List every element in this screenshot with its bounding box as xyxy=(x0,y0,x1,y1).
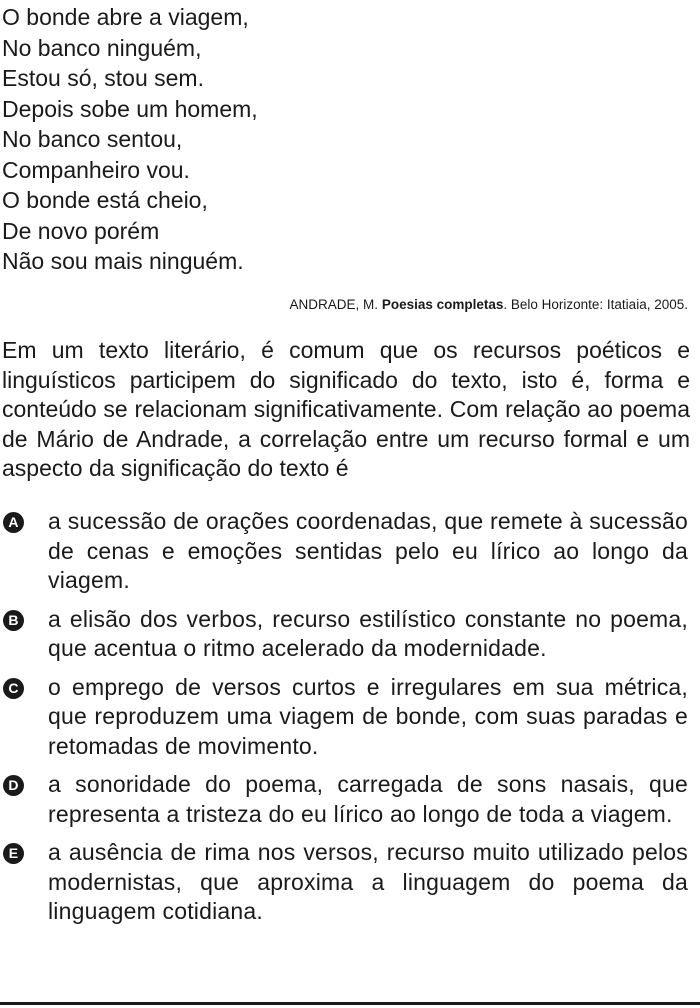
option-a-text: a sucessão de orações coordenadas, que remete à sucessão de cenas e emoções sentidas pelo eu lírico ao longo da viagem. xyxy=(48,508,688,593)
poem-line: Depois sobe um homem, xyxy=(2,95,258,122)
option-d-letter-icon: D xyxy=(3,775,24,796)
answer-options xyxy=(0,507,700,936)
option-a[interactable] xyxy=(0,507,688,596)
option-e-letter-icon: E xyxy=(3,843,24,864)
option-b[interactable] xyxy=(0,605,688,664)
option-b-letter-icon: B xyxy=(3,610,24,631)
option-d-text: a sonoridade do poema, carregada de sons nasais, que representa a tristeza do eu lírico ao longo de toda a viagem. xyxy=(48,771,688,827)
citation-title: Poesias completas xyxy=(381,297,504,312)
option-c[interactable] xyxy=(0,673,688,762)
option-b-text: a elisão dos verbos, recurso estilístico constante no poema, que acentua o ritmo acelerado da modernidade. xyxy=(48,605,688,661)
option-c-text: o emprego de versos curtos e irregulares em sua métrica, que reproduzem uma viagem de bonde, com suas paradas e retomadas de movimento. xyxy=(48,673,688,759)
poem-line: No banco ninguém, xyxy=(2,34,202,61)
poem-line: De novo porém xyxy=(2,217,160,244)
poem-line: O bonde está cheio, xyxy=(2,187,208,213)
poem-line: Estou só, stou sem. xyxy=(2,65,204,91)
poem xyxy=(2,2,258,277)
source-citation xyxy=(290,296,688,314)
option-e-text: a ausência de rima nos versos, recurso muito utilizado pelos modernistas, que aproxima a linguagem do poema da linguagem cotidiana. xyxy=(48,839,688,924)
citation-publication: . Belo Horizonte: Itatiaia, 2005. xyxy=(503,297,688,312)
option-d[interactable] xyxy=(0,770,688,829)
citation-author: ANDRADE, M. xyxy=(289,297,382,312)
bottom-divider xyxy=(0,1002,700,1005)
poem-line: Não sou mais ninguém. xyxy=(2,248,244,274)
option-e[interactable] xyxy=(0,838,688,927)
poem-line: O bonde abre a viagem, xyxy=(2,4,249,30)
option-c-letter-icon: C xyxy=(3,678,24,699)
poem-line: No banco sentou, xyxy=(2,126,183,152)
question-stem: Em um texto literário, é comum que os recursos poéticos e linguísticos participem do significado do texto, isto é, forma e conteúdo se relacionam significativamente. Com relação ao poema de Mário de Andrade, a correlação entre um recurso formal e um aspecto da significação do texto é xyxy=(2,337,690,481)
option-a-letter-icon: A xyxy=(3,512,24,533)
poem-line: Companheiro vou. xyxy=(2,156,190,183)
